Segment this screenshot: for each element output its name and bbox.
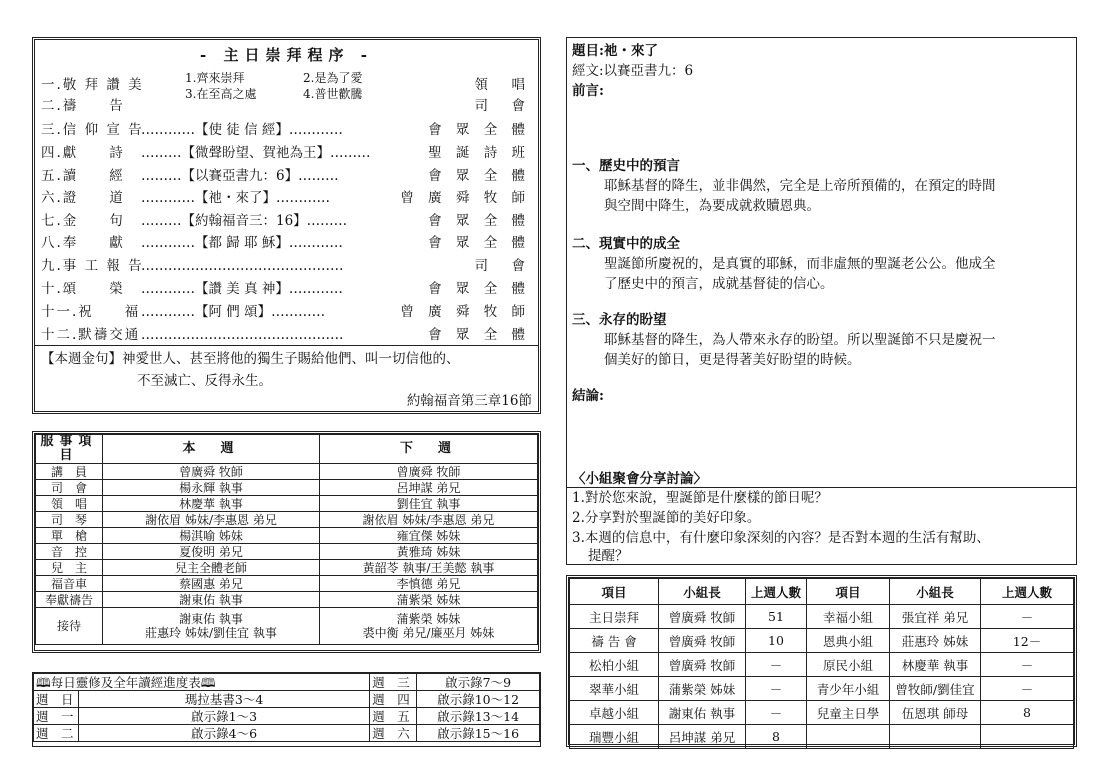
order-item-leader: 司 會 <box>474 98 530 114</box>
table-cell: 林慶華 執事 <box>103 496 320 512</box>
table-cell: 呂坤謀 弟兄 <box>659 725 746 749</box>
reading-text: 啟示錄15～16 <box>417 725 540 742</box>
order-item-content: …………【讚 美 真 神】………… <box>141 281 343 297</box>
table-row <box>36 528 538 544</box>
table-cell: 呂坤謀 弟兄 <box>320 480 538 496</box>
table-cell: 曾牧師/劉佳宜 <box>890 677 981 701</box>
order-item-content: ……………………………………… <box>141 327 344 343</box>
table-cell <box>807 725 890 749</box>
order-row <box>41 233 532 254</box>
column-header: 上週人數 <box>981 579 1074 605</box>
table-cell: 莊惠玲 姊妹 <box>890 629 981 653</box>
sermon-conclusion: 結論: <box>572 388 604 404</box>
cell-line: 莊惠玲 姊妹/劉佳宜 執事 <box>145 626 277 640</box>
table-cell: 8 <box>981 701 1074 725</box>
table-row <box>36 464 538 480</box>
order-item-content: …………【都 歸 耶 穌】………… <box>141 235 343 251</box>
table-cell: 謝依眉 姊妹/李惠恩 弟兄 <box>103 512 320 528</box>
point-text: 耶穌基督的降生，為人帶來永存的盼望。所以聖誕節不只是慶祝一 <box>604 332 996 348</box>
verse-line: 不至滅亡、反得永生。 <box>137 373 272 389</box>
table-row <box>570 629 1074 653</box>
discussion-question: 1.對於您來說，聖誕節是什麼樣的節日呢？ <box>572 490 828 506</box>
point-heading: 一、歷史中的預言 <box>572 158 680 174</box>
order-item-content: …………【阿 們 頌】………… <box>141 304 326 320</box>
table-cell: 張宜祥 弟兄 <box>890 605 981 629</box>
order-item-content: …………【祂・來了】………… <box>141 190 330 206</box>
table-row <box>570 677 1074 701</box>
table-cell: 福音車 <box>36 576 103 592</box>
table-cell <box>320 608 538 645</box>
order-item-content: ………【微聲盼望、賀祂為王】……… <box>141 145 371 161</box>
table-cell: 主日崇拜 <box>570 605 659 629</box>
service-table <box>35 434 538 645</box>
table-cell: 蒲紫榮 姊妹 <box>320 592 538 608</box>
table-row <box>36 576 538 592</box>
order-item-leader: 領 唱 <box>474 77 530 93</box>
order-row <box>41 96 532 117</box>
table-cell: 兒童主日學 <box>807 701 890 725</box>
table-cell: 禱 告 會 <box>570 629 659 653</box>
reading-day: 週 一 <box>34 708 79 725</box>
point-text: 與空間中降生，為要成就救贖恩典。 <box>604 198 820 214</box>
order-row <box>41 279 532 300</box>
table-cell: 卓越小組 <box>570 701 659 725</box>
column-header: 項目 <box>807 579 890 605</box>
order-item-content: ………【約翰福音三：16】……… <box>141 213 348 229</box>
point-text: 個美好的節日，更是得著美好盼望的時候。 <box>604 352 861 368</box>
point-text: 耶穌基督的降生，並非偶然，完全是上帝所預備的，在預定的時間 <box>604 178 996 194</box>
table-cell: 謝東佑 執事 <box>103 592 320 608</box>
weekly-verse <box>41 348 532 409</box>
order-item-name: 十.頌 榮 <box>41 281 125 297</box>
sermon-title: 題目:祂・來了 <box>572 43 658 59</box>
table-cell: － <box>981 677 1074 701</box>
order-item-content: …………【使 徒 信 經】………… <box>141 122 343 138</box>
reading-title-cell <box>34 674 370 691</box>
hymn-item: 1.齊來崇拜 <box>185 71 245 85</box>
order-row <box>41 188 532 209</box>
order-item-name: 十二.默禱交通 <box>41 327 141 343</box>
reading-day: 週 二 <box>34 725 79 742</box>
column-header: 小組長 <box>890 579 981 605</box>
book-icon: 🕮 <box>36 674 51 690</box>
table-cell <box>103 608 320 645</box>
column-header: 上週人數 <box>746 579 807 605</box>
table-row <box>36 496 538 512</box>
reading-day: 週 五 <box>370 708 417 725</box>
order-item-leader: 司 會 <box>474 258 530 274</box>
order-item-leader: 會 眾 全 體 <box>428 235 530 251</box>
reading-day: 週 四 <box>370 691 417 708</box>
order-item-leader: 會 眾 全 體 <box>428 168 530 184</box>
column-header: 小組長 <box>659 579 746 605</box>
order-row <box>41 325 532 346</box>
cell-line: 裘中衡 弟兄/廉巫月 姊妹 <box>362 626 495 640</box>
reading-title: 每日靈修及全年讀經進度表 <box>50 674 201 690</box>
verse-line: 神愛世人、甚至將他的獨生子賜給他們、叫一切信他的、 <box>122 351 460 367</box>
order-row <box>41 143 532 164</box>
table-cell: 兒主全體老師 <box>103 560 320 576</box>
table-cell: 恩典小組 <box>807 629 890 653</box>
order-item-leader: 曾 廣 舜 牧 師 <box>400 190 530 206</box>
point-text: 聖誕節所慶祝的，是真實的耶穌，而非虛無的聖誕老公公。他成全 <box>604 256 996 272</box>
table-row <box>570 701 1074 725</box>
column-header: 下 週 <box>320 435 538 464</box>
table-cell: 夏俊明 弟兄 <box>103 544 320 560</box>
reading-text: 啟示錄10～12 <box>417 691 540 708</box>
table-cell: 原民小組 <box>807 653 890 677</box>
table-cell: 兒 主 <box>36 560 103 576</box>
small-groups-table <box>569 578 1074 749</box>
order-row <box>41 211 532 232</box>
verse-reference: 約翰福音第三章16節 <box>406 393 532 409</box>
reading-text: 啟示錄7～9 <box>417 674 540 691</box>
order-item-leader: 聖 誕 詩 班 <box>428 145 530 161</box>
table-row <box>570 605 1074 629</box>
table-row <box>36 608 538 645</box>
book-icon: 🕮 <box>200 674 216 690</box>
order-item-content: ……………………………………… <box>141 258 344 274</box>
table-cell: 林慶華 執事 <box>890 653 981 677</box>
table-cell: 8 <box>746 725 807 749</box>
table-row <box>36 560 538 576</box>
order-item-name: 二.禱 告 <box>41 98 125 114</box>
order-item-leader: 會 眾 全 體 <box>428 122 530 138</box>
order-item-name: 三.信 仰 宣 告 <box>41 122 144 138</box>
order-row <box>41 302 532 323</box>
table-cell: 楊淇喻 姊妹 <box>103 528 320 544</box>
order-item-name: 七.金 句 <box>41 213 125 229</box>
order-item-name: 八.奉 獻 <box>41 235 125 251</box>
table-cell: 司 會 <box>36 480 103 496</box>
sermon-outline <box>566 37 1077 565</box>
table-cell: 接待 <box>36 608 103 645</box>
cell-line: 謝東佑 執事 <box>179 612 243 626</box>
order-item-name: 十一.祝 福 <box>41 304 141 320</box>
reading-text: 啟示錄13～14 <box>417 708 540 725</box>
order-item-name: 九.事 工 報 告 <box>41 258 144 274</box>
table-row <box>36 592 538 608</box>
order-item-content: ………【以賽亞書九：6】……… <box>141 168 339 184</box>
order-item-name: 一.敬 拜 讚 美 <box>41 77 144 93</box>
table-cell: 黃雅琦 姊妹 <box>320 544 538 560</box>
table-cell: 12－ <box>981 629 1074 653</box>
table-cell: 蔡國惠 弟兄 <box>103 576 320 592</box>
table-cell: － <box>746 653 807 677</box>
sermon-scripture: 經文:以賽亞書九：6 <box>572 63 694 79</box>
table-cell: 伍恩琪 師母 <box>890 701 981 725</box>
order-item-name: 四.獻 詩 <box>41 145 125 161</box>
reading-text: 啟示錄1～3 <box>79 708 370 725</box>
order-item-name: 五.讀 經 <box>41 168 125 184</box>
order-item-leader: 會 眾 全 體 <box>428 281 530 297</box>
reading-day: 週 六 <box>370 725 417 742</box>
table-cell: 曾廣舜 牧師 <box>659 605 746 629</box>
service-roster <box>32 431 541 653</box>
discussion-question: 提醒？ <box>588 548 629 564</box>
reading-day: 週 日 <box>34 691 79 708</box>
reading-text: 瑪拉基書3～4 <box>79 691 370 708</box>
small-groups-panel <box>566 575 1077 747</box>
table-cell: 謝依眉 姊妹/李惠恩 弟兄 <box>320 512 538 528</box>
reading-schedule <box>32 672 541 747</box>
hymn-item: 3.在至高之處 <box>185 87 257 101</box>
table-cell: － <box>746 701 807 725</box>
table-row <box>36 544 538 560</box>
column-header: 本 週 <box>103 435 320 464</box>
order-item-leader: 會 眾 全 體 <box>428 327 530 343</box>
table-cell: 青少年小組 <box>807 677 890 701</box>
discussion-question: 2.分享對於聖誕節的美好印象。 <box>572 510 761 526</box>
table-cell: 瑞豐小組 <box>570 725 659 749</box>
table-cell: 雍宜傑 姊妹 <box>320 528 538 544</box>
cell-line: 蒲紫榮 姊妹 <box>396 612 461 626</box>
table-cell: － <box>981 653 1074 677</box>
table-cell: 司 琴 <box>36 512 103 528</box>
order-row <box>41 256 532 277</box>
reading-table <box>33 673 540 742</box>
discussion-title: 〈小組聚會分享討論〉 <box>572 471 707 487</box>
table-cell: 楊永輝 執事 <box>103 480 320 496</box>
point-heading: 三、永存的盼望 <box>572 312 667 328</box>
verse-label: 【本週金句】 <box>41 351 122 367</box>
table-cell: 曾廣舜 牧師 <box>659 653 746 677</box>
table-row <box>36 512 538 528</box>
order-item-leader: 會 眾 全 體 <box>428 213 530 229</box>
order-row <box>41 166 532 187</box>
discussion-question: 3.本週的信息中，有什麼印象深刻的內容？是否對本週的生活有幫助、 <box>572 530 990 546</box>
order-row <box>41 75 532 96</box>
table-row <box>570 725 1074 749</box>
table-cell: 講 員 <box>36 464 103 480</box>
table-cell: 黃韶苓 執事/王美懿 執事 <box>320 560 538 576</box>
table-cell: 曾廣舜 牧師 <box>320 464 538 480</box>
sermon-preface: 前言: <box>572 83 604 99</box>
table-row <box>36 480 538 496</box>
table-cell: 翠華小組 <box>570 677 659 701</box>
table-cell: 謝東佑 執事 <box>659 701 746 725</box>
reading-day: 週 三 <box>370 674 417 691</box>
column-header: 項目 <box>570 579 659 605</box>
table-row <box>570 653 1074 677</box>
table-cell: 51 <box>746 605 807 629</box>
order-item-leader: 曾 廣 舜 牧 師 <box>400 304 530 320</box>
table-cell: 單 槍 <box>36 528 103 544</box>
worship-order-title: - 主日崇拜程序 - <box>200 46 373 64</box>
table-cell: 李慎德 弟兄 <box>320 576 538 592</box>
point-heading: 二、現實中的成全 <box>572 236 680 252</box>
column-header: 服事項目 <box>36 435 103 464</box>
table-cell: 音 控 <box>36 544 103 560</box>
table-cell: 奉獻禱告 <box>36 592 103 608</box>
order-item-name: 六.證 道 <box>41 190 125 206</box>
table-cell: 曾廣舜 牧師 <box>103 464 320 480</box>
table-cell <box>890 725 981 749</box>
table-cell: － <box>746 677 807 701</box>
table-cell: － <box>981 605 1074 629</box>
table-cell: 幸福小組 <box>807 605 890 629</box>
table-cell: 松柏小組 <box>570 653 659 677</box>
table-cell: 蒲紫榮 姊妹 <box>659 677 746 701</box>
table-cell: 曾廣舜 牧師 <box>659 629 746 653</box>
table-cell: 10 <box>746 629 807 653</box>
table-cell: 領 唱 <box>36 496 103 512</box>
divider <box>35 345 538 346</box>
table-cell <box>981 725 1074 749</box>
worship-order-panel <box>32 37 541 414</box>
point-text: 了歷史中的預言，成就基督徒的信心。 <box>604 276 834 292</box>
reading-text: 啟示錄4～6 <box>79 725 370 742</box>
hymn-item: 2.是為了愛 <box>303 71 363 85</box>
order-row <box>41 120 532 141</box>
hymn-item: 4.普世歡騰 <box>303 87 363 101</box>
table-cell: 劉佳宜 執事 <box>320 496 538 512</box>
